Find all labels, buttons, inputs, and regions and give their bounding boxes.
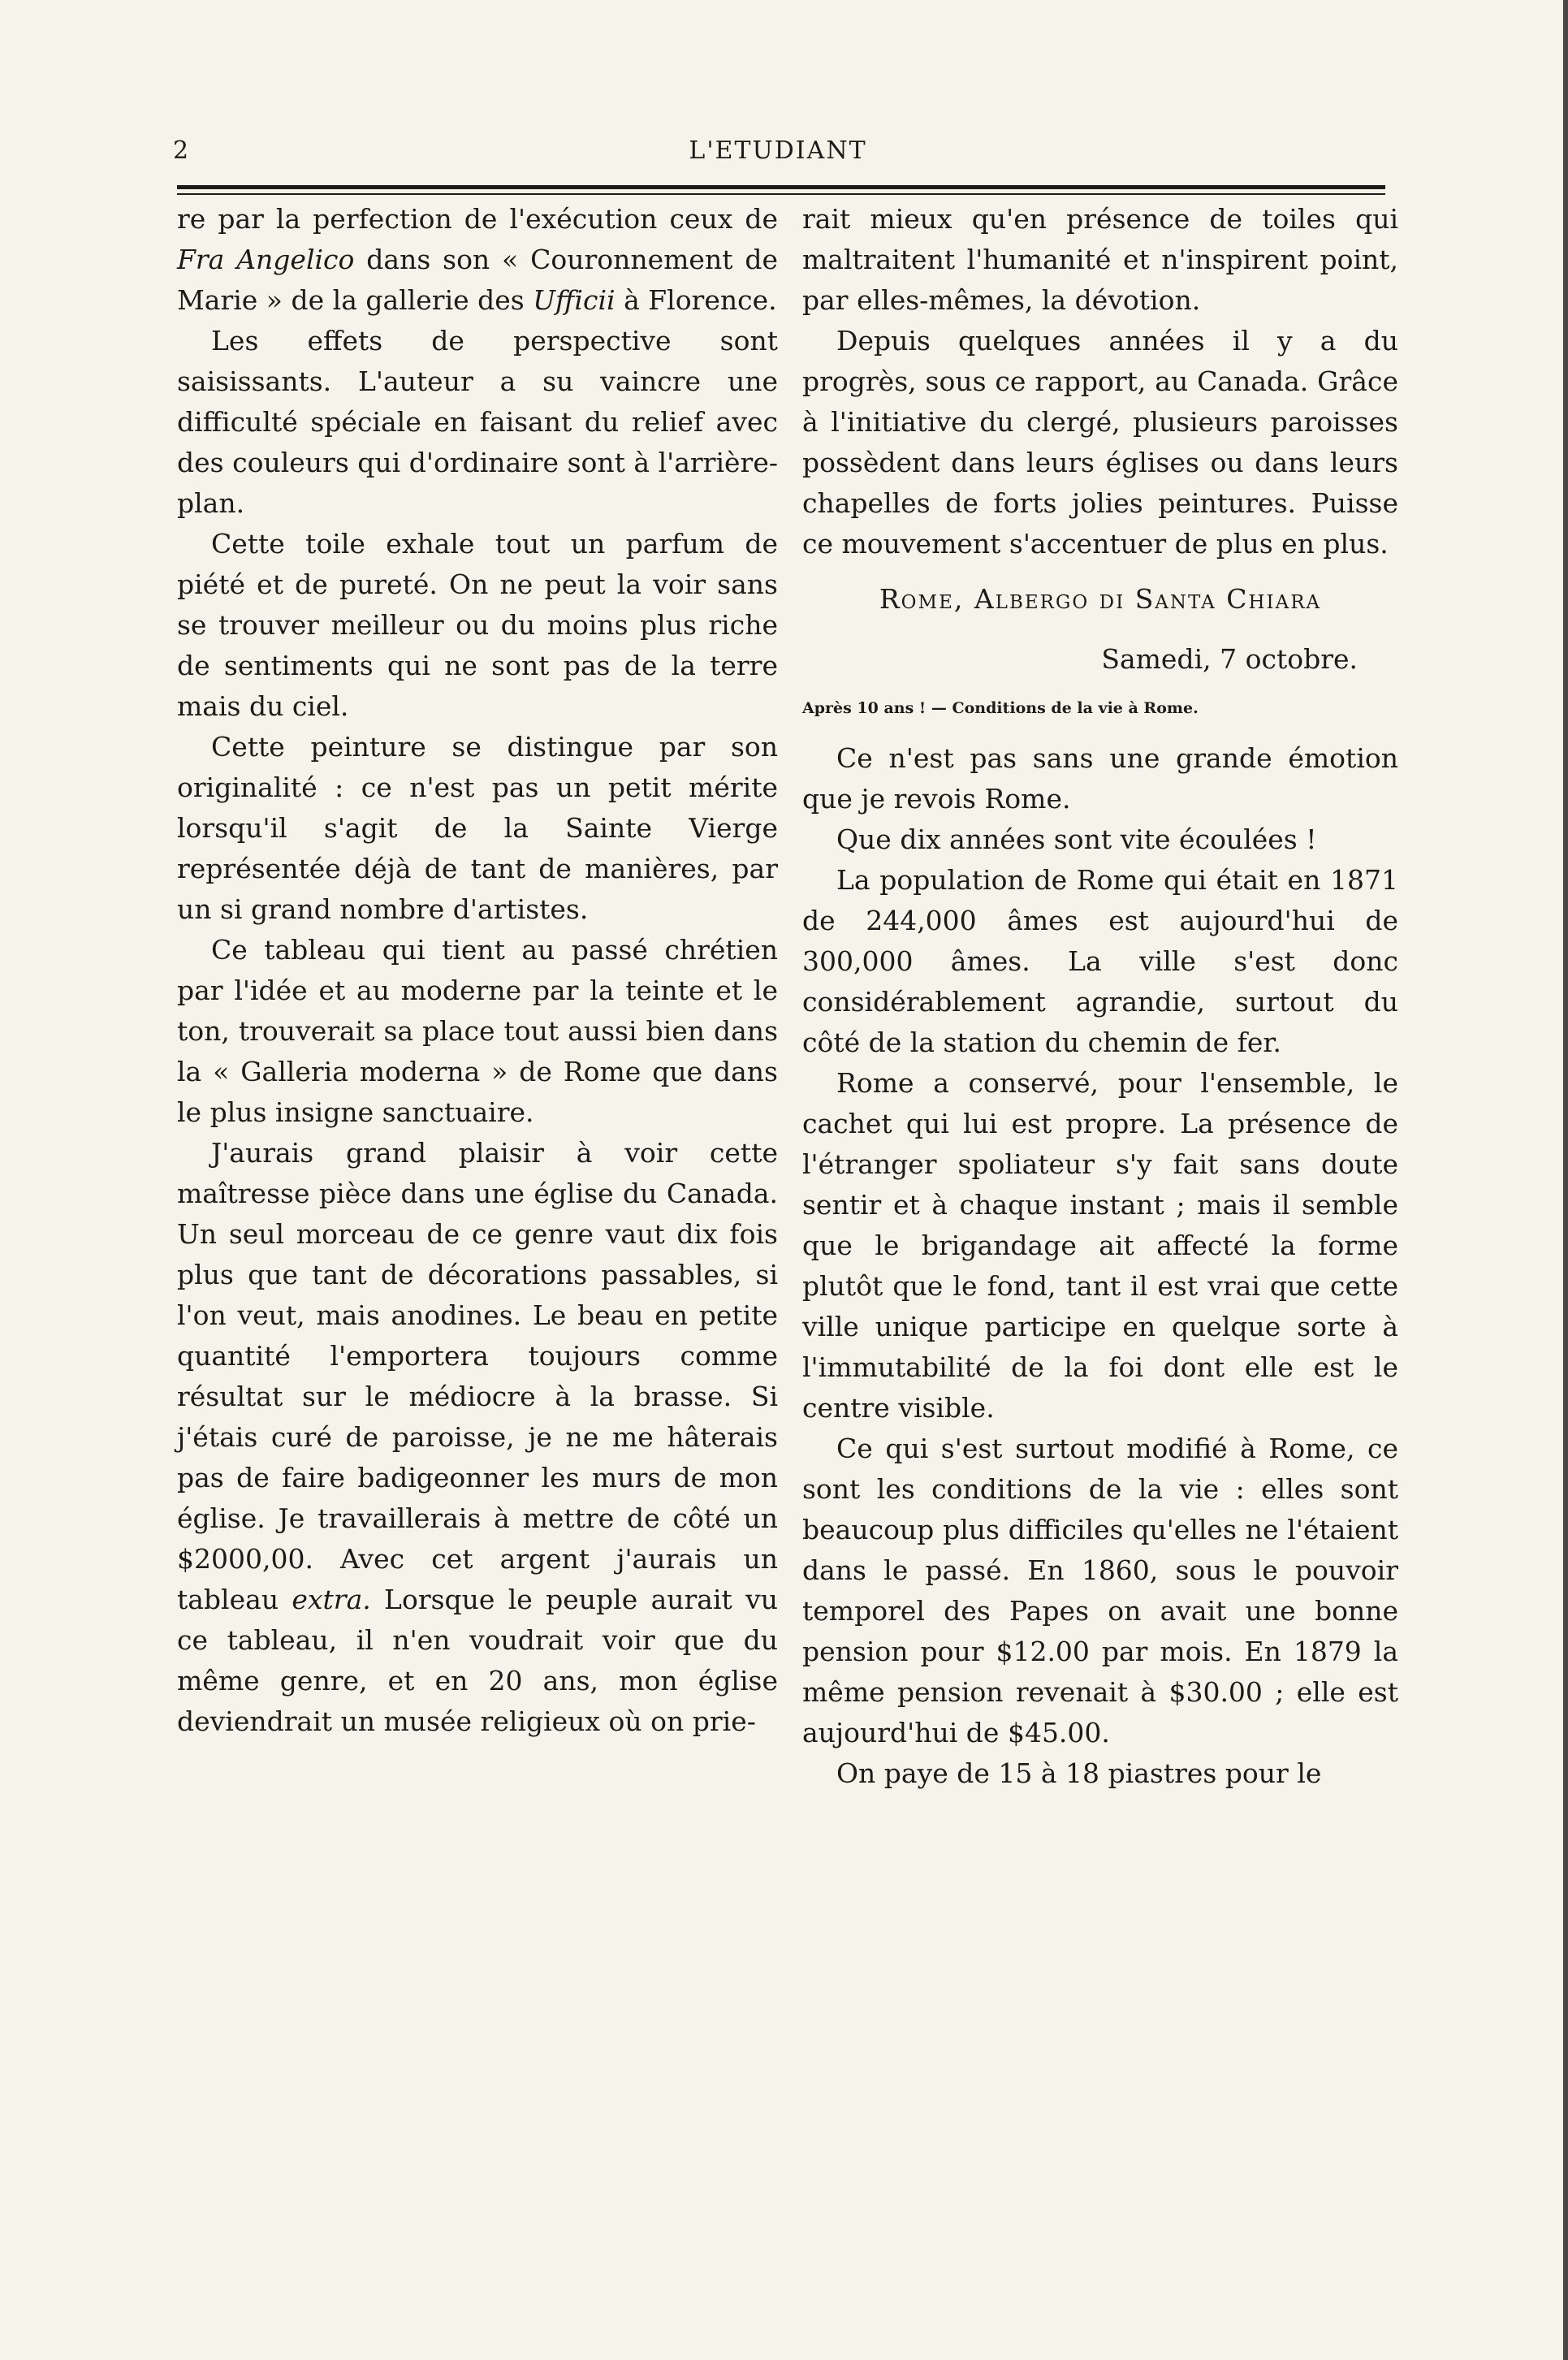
paragraph-continuation-right: rait mieux qu'en présence de toiles qui maltraitent l'humanité et n'inspirent point, par elles-mêmes, la dévotion. [802,203,1398,316]
page-edge-shadow [1563,0,1568,2360]
journal-title: L'ETUDIANT [689,136,867,165]
paragraph: J'aurais grand plaisir à voir cette maîtresse pièce dans une église du Canada. Un seul morceau de ce genre vaut dix fois plus que tant de décorations passables, si l'on veut, mais anodines. Le beau en petite quantité l'emportera toujours comme résultat sur le médiocre à la brasse. Si j'étais curé de paroisse, je ne me hâterais pas de faire badigeonner les murs de mon église. Je travaillerais à mettre de côté un $2000,00. Avec cet argent j'aurais un tableau extra. Lorsque le peuple aurait vu ce tableau, il n'en voudrait voir que du même genre, et en 20 ans, mon église deviendrait un musée religieux où on prie- [177,1137,778,1737]
paragraph: Rome a conservé, pour l'ensemble, le cachet qui lui est propre. La présence de l'étranger spoliateur s'y fait sans doute sentir et à chaque instant ; mais il semble que le brigandage ait affecté la forme plutôt que le fond, tant il est vrai que cette ville unique participe en quelque sorte à l'immutabilité de la foi dont elle est le centre visible. [802,1067,1398,1424]
right-column [802,199,1398,1794]
gallery-name: Ufficii [533,284,616,316]
date: Samedi, 7 octobre. [1101,643,1358,675]
paragraph: Depuis quelques années il y a du progrès, sous ce rapport, au Canada. Grâce à l'initiative du clergé, plusieurs paroisses possèdent dans leurs églises ou dans leurs chapelles de forts jolies peintures. Puisse ce mouvement s'accentuer de plus en plus. [802,325,1398,560]
paragraph: Les effets de perspective sont saisissants. L'auteur a su vaincre une difficulté spéciale en faisant du relief avec des couleurs qui d'ordinaire sont à l'arrière-plan. [177,325,778,519]
artist-name: Fra Angelico [177,244,355,275]
paragraph: Cette toile exhale tout un parfum de piété et de pureté. On ne peut la voir sans se trouver meilleur ou du moins plus riche de sentiments qui ne sont pas de la terre mais du ciel. [177,528,778,722]
paragraph: Cette peinture se distingue par son originalité : ce n'est pas un petit mérite lorsqu'il s'agit de la Sainte Vierge représentée déjà de tant de manières, par un si grand nombre d'artistes. [177,731,778,925]
header-rule-thin [177,193,1385,195]
page-header [169,136,1387,169]
section-subhead: Après 10 ans ! — Conditions de la vie à Rome. [802,699,1199,717]
page-number: 2 [173,136,191,165]
paragraph: Ce qui s'est surtout modifié à Rome, ce sont les conditions de la vie : elles sont beaucoup plus difficiles qu'elles ne l'étaient dans le passé. En 1860, sous le pouvoir temporel des Papes on avait une bonne pension pour $12.00 par mois. En 1879 la même pension revenait à $30.00 ; elle est aujourd'hui de $45.00. [802,1433,1398,1748]
paragraph-continuation-left: re par la perfection de l'exécution ceux de Fra Angelico dans son « Couronnement de Marie » de la gallerie des Ufficii à Florence. [177,203,778,316]
paragraph: La population de Rome qui était en 1871 de 244,000 âmes est aujourd'hui de 300,000 âmes. La ville s'est donc considérablement agrandie, surtout du côté de la station du chemin de fer. [802,864,1398,1058]
header-rule-thick [177,185,1385,189]
paragraph: Ce n'est pas sans une grande émotion que je revois Rome. [802,742,1398,815]
paragraph: On paye de 15 à 18 piastres pour le [836,1757,1322,1789]
paragraph: Que dix années sont vite écoulées ! [836,823,1317,855]
italic-word: extra. [292,1584,371,1615]
paragraph: Ce tableau qui tient au passé chrétien par l'idée et au moderne par la teinte et le ton, trouverait sa place tout aussi bien dans la « Galleria moderna » de Rome que dans le plus insigne sanctuaire. [177,934,778,1128]
left-column [177,199,778,1742]
dateline: Rome, Albergo di Santa Chiara [879,583,1322,615]
